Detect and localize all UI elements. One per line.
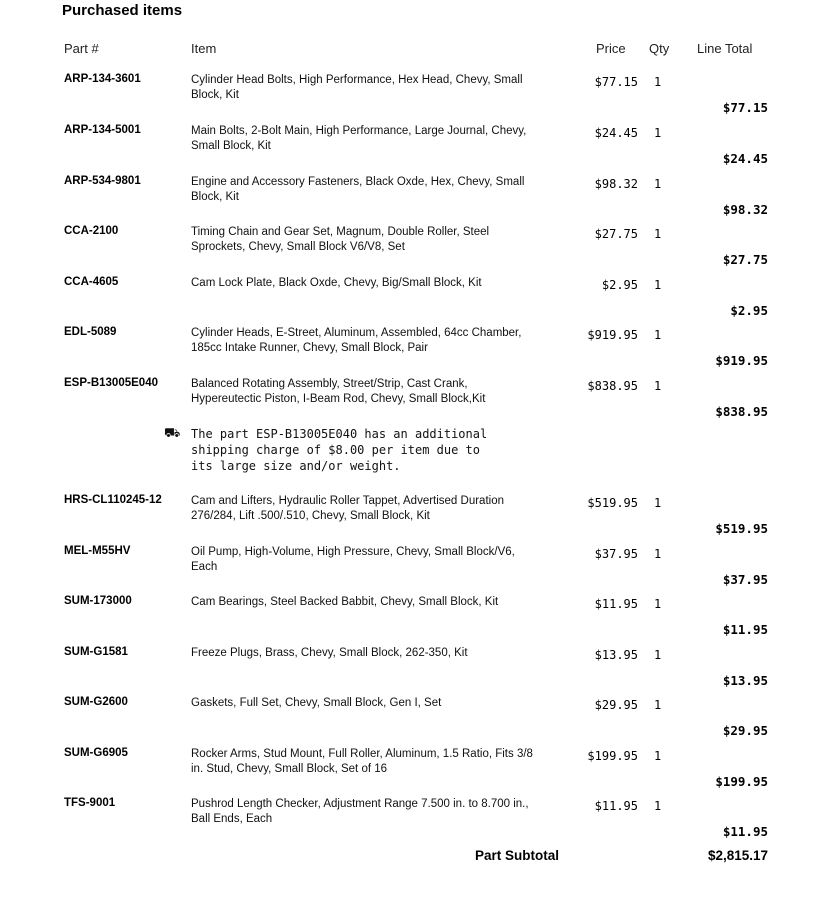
table-row: [0, 797, 818, 847]
item-description: Engine and Accessory Fasteners, Black Oxde, Hex, Chevy, Small Block, Kit: [191, 176, 525, 203]
item-price: $11.95: [594, 597, 638, 611]
line-total: $838.95: [715, 404, 768, 419]
item-description: Main Bolts, 2-Bolt Main, High Performance, Large Journal, Chevy, Small Block, Kit: [191, 125, 527, 152]
part-number: SUM-G1581: [64, 646, 128, 658]
part-number: MEL-M55HV: [64, 545, 131, 557]
item-description: Freeze Plugs, Brass, Chevy, Small Block, 262-350, Kit: [191, 647, 468, 659]
line-total: $11.95: [722, 622, 768, 637]
item-qty: 1: [654, 799, 662, 813]
part-number: ESP-B13005E040: [64, 377, 158, 389]
item-qty: 1: [654, 278, 662, 292]
item-qty: 1: [654, 749, 662, 763]
item-description: Cam Bearings, Steel Backed Babbit, Chevy, Small Block, Kit: [191, 596, 499, 608]
truck-icon: ⛟: [164, 426, 181, 441]
line-total: $24.45: [722, 151, 768, 166]
table-row: [0, 595, 818, 645]
line-total: $27.75: [722, 252, 768, 267]
part-number: HRS-CL110245-12: [64, 494, 162, 506]
part-number: SUM-G2600: [64, 696, 128, 708]
shipping-note-text: The part ESP-B13005E040 has an additional shipping charge of $8.00 per item due to its large size and/or weight.: [191, 427, 488, 473]
line-total: $77.15: [722, 100, 768, 115]
table-row: [0, 175, 818, 225]
item-price: $24.45: [594, 126, 638, 140]
line-total: $11.95: [722, 824, 768, 839]
part-number: SUM-G6905: [64, 747, 128, 759]
item-price: $77.15: [594, 75, 638, 89]
line-total: $199.95: [715, 774, 768, 789]
table-row: [0, 326, 818, 376]
item-price: $519.95: [587, 496, 638, 510]
line-total: $519.95: [715, 521, 768, 536]
line-total: $37.95: [722, 572, 768, 587]
item-qty: 1: [654, 648, 662, 662]
item-price: $838.95: [587, 379, 638, 393]
part-number: ARP-134-3601: [64, 73, 141, 85]
table-row: [0, 747, 818, 797]
table-row: [0, 276, 818, 326]
table-row: [0, 545, 818, 595]
table-row: [0, 377, 818, 427]
item-description: Cylinder Heads, E-Street, Aluminum, Assembled, 64cc Chamber, 185cc Intake Runner, Chevy, Small Block, Pair: [191, 327, 522, 354]
table-row: [0, 225, 818, 275]
section-title: Purchased items: [62, 2, 183, 19]
item-qty: 1: [654, 75, 662, 89]
item-description: Balanced Rotating Assembly, Street/Strip, Cast Crank, Hypereutectic Piston, I-Beam Rod, Chevy, Small Block,Kit: [191, 378, 486, 405]
item-qty: 1: [654, 328, 662, 342]
item-price: $29.95: [594, 698, 638, 712]
item-price: $37.95: [594, 547, 638, 561]
item-description: Cam Lock Plate, Black Oxde, Chevy, Big/Small Block, Kit: [191, 277, 482, 289]
item-qty: 1: [654, 177, 662, 191]
item-price: $98.32: [594, 177, 638, 191]
header-line-total: Line Total: [697, 41, 753, 56]
table-row: [0, 646, 818, 696]
part-number: SUM-173000: [64, 595, 132, 607]
part-number: ARP-134-5001: [64, 124, 141, 136]
line-total: $2.95: [730, 303, 768, 318]
item-description: Cylinder Head Bolts, High Performance, Hex Head, Chevy, Small Block, Kit: [191, 74, 523, 101]
shipping-note: [164, 426, 494, 474]
table-row: [0, 73, 818, 123]
item-description: Gaskets, Full Set, Chevy, Small Block, Gen I, Set: [191, 697, 442, 709]
item-qty: 1: [654, 496, 662, 510]
item-description: Pushrod Length Checker, Adjustment Range 7.500 in. to 8.700 in., Ball Ends, Each: [191, 798, 529, 825]
header-price: Price: [596, 41, 626, 56]
table-row: [0, 494, 818, 544]
item-qty: 1: [654, 126, 662, 140]
header-part: Part #: [64, 41, 99, 56]
part-number: ARP-534-9801: [64, 175, 141, 187]
item-qty: 1: [654, 547, 662, 561]
item-description: Oil Pump, High-Volume, High Pressure, Chevy, Small Block/V6, Each: [191, 546, 515, 573]
table-row: [0, 124, 818, 174]
line-total: $29.95: [722, 723, 768, 738]
table-row: [0, 696, 818, 746]
part-number: CCA-2100: [64, 225, 119, 237]
header-item: Item: [191, 41, 217, 56]
part-number: TFS-9001: [64, 797, 116, 809]
part-number: EDL-5089: [64, 326, 117, 338]
subtotal-value: $2,815.17: [707, 848, 768, 863]
item-qty: 1: [654, 698, 662, 712]
item-qty: 1: [654, 597, 662, 611]
item-description: Timing Chain and Gear Set, Magnum, Double Roller, Steel Sprockets, Chevy, Small Block V6/V8, Set: [191, 226, 490, 253]
item-price: $199.95: [587, 749, 638, 763]
item-description: Rocker Arms, Stud Mount, Full Roller, Aluminum, 1.5 Ratio, Fits 3/8 in. Stud, Chevy, Small Block, Set of 16: [191, 748, 533, 775]
item-qty: 1: [654, 227, 662, 241]
part-number: CCA-4605: [64, 276, 119, 288]
item-price: $13.95: [594, 648, 638, 662]
item-price: $919.95: [587, 328, 638, 342]
item-price: $27.75: [594, 227, 638, 241]
item-qty: 1: [654, 379, 662, 393]
header-qty: Qty: [649, 41, 670, 56]
item-description: Cam and Lifters, Hydraulic Roller Tappet, Advertised Duration 276/284, Lift .500/.510, Chevy, Small Block, Kit: [191, 495, 504, 522]
subtotal-label: Part Subtotal: [475, 848, 560, 863]
item-price: $2.95: [601, 278, 638, 292]
line-total: $13.95: [722, 673, 768, 688]
line-total: $98.32: [722, 202, 768, 217]
line-total: $919.95: [715, 353, 768, 368]
item-price: $11.95: [594, 799, 638, 813]
